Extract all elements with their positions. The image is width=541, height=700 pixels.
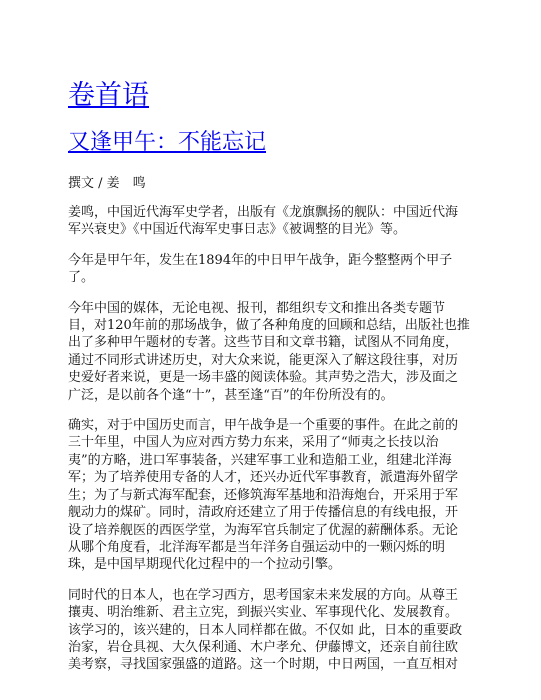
paragraph-line: 美考察，寻找国家强盛的道路。这一个时期，中日两国，一直互相对 bbox=[68, 657, 459, 673]
paragraph-line: 夷”的方略，进口军事装备，兴建军事工业和造船工业，组建北洋海 bbox=[68, 452, 452, 468]
byline: 撰文 / 姜 鸣 bbox=[68, 176, 146, 191]
paragraph-line: 广泛，是以前各个逢“十”，甚至逢“百”的年份所没有的。 bbox=[68, 387, 394, 403]
paragraph-line: 目，对120年前的那场战争，做了各种角度的回顾和总结，出版社也推 bbox=[68, 318, 470, 334]
paragraph-line: 该学习的，该兴建的，日本人同样都在做。不仅如 此，日本的重要政 bbox=[68, 622, 463, 638]
paragraph bbox=[68, 587, 474, 674]
section-title-link[interactable]: 卷首语 bbox=[68, 80, 149, 111]
paragraph bbox=[68, 417, 474, 574]
paragraph-line: 史爱好者来说，更是一场丰盛的阅读体验。其声势之浩大，涉及面之 bbox=[68, 370, 459, 386]
paragraph-line: 珠，是中国早期现代化过程中的一个拉动引擎。 bbox=[68, 557, 342, 573]
paragraph-line: 出了多种甲午题材的专著。这些节目和文章书籍，试图从不同角度， bbox=[68, 335, 459, 351]
paragraph-line: 攘夷、明治维新、君主立宪，到振兴实业、军事现代化、发展教育。 bbox=[68, 605, 459, 621]
paragraph bbox=[68, 252, 474, 287]
paragraph bbox=[68, 204, 474, 239]
paragraph-line: 从哪个角度看，北洋海军都是当年洋务自强运动中的一颗闪烁的明 bbox=[68, 539, 446, 555]
paragraph bbox=[68, 300, 474, 404]
paragraph-line: 了。 bbox=[68, 270, 95, 286]
paragraph-line: 军；为了培养使用专备的人才，还兴办近代军事教育，派遣海外留学 bbox=[68, 470, 459, 486]
article-body bbox=[68, 204, 474, 687]
paragraph-line: 军兴衰史》《中国近代海军史事日志》《被调整的目光》等。 bbox=[68, 222, 407, 238]
paragraph-line: 治家，岩仓具视、大久保利通、木户孝允、伊藤博文，还亲自前往欧 bbox=[68, 639, 459, 655]
article-title-link[interactable]: 又逢甲午：不能忘记 bbox=[68, 130, 267, 155]
paragraph-line: 同时代的日本人，也在学习西方，思考国家未来发展的方向。从尊王 bbox=[68, 587, 459, 603]
paragraph-line: 确实，对于中国历史而言，甲午战争是一个重要的事件。在此之前的 bbox=[68, 418, 459, 434]
paragraph-line: 舰动力的煤矿。同时，清政府还建立了用于传播信息的有线电报，开 bbox=[68, 505, 459, 521]
paragraph-line: 今年中国的媒体，无论电视、报刊，都组织专文和推出各类专题节 bbox=[68, 300, 446, 316]
paragraph-line: 设了培养舰医的西医学堂，为海军官兵制定了优渥的薪酬体系。无论 bbox=[68, 522, 459, 538]
paragraph-line: 今年是甲午年，发生在1894年的中日甲午战争，距今整整两个甲子 bbox=[68, 252, 453, 268]
paragraph-line: 通过不同形式讲述历史，对大众来说，能更深入了解这段往事，对历 bbox=[68, 352, 459, 368]
paragraph-line: 生；为了与新式海军配套，还修筑海军基地和沿海炮台，开采用于军 bbox=[68, 487, 459, 503]
paragraph-line: 姜鸣，中国近代海军史学者，出版有《龙旗飘扬的舰队：中国近代海 bbox=[68, 205, 459, 220]
paragraph-line: 三十年里，中国人为应对西方势力东来，采用了“师夷之长技以治 bbox=[68, 435, 439, 451]
